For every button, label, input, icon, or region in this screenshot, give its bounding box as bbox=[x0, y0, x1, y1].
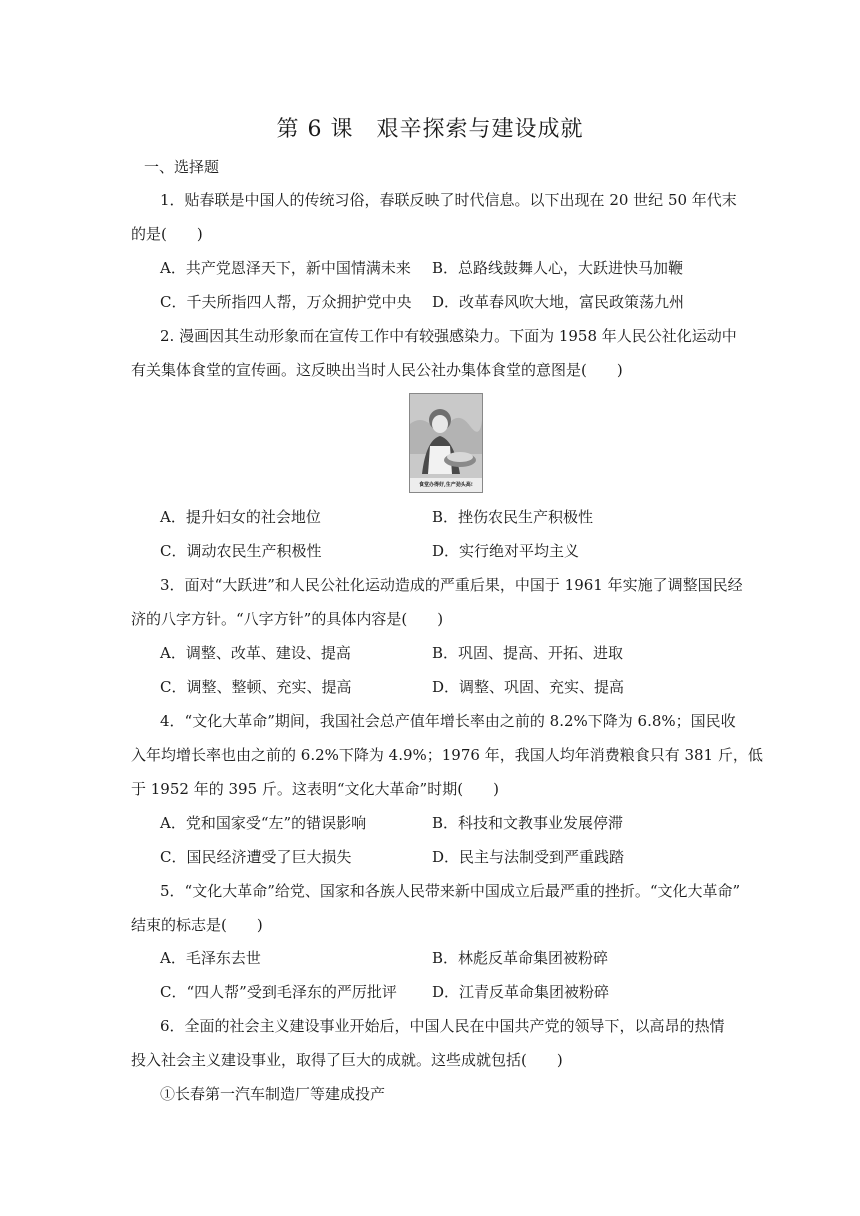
question-4-stem-line-1: 4．“文化大革命”期间，我国社会总产值年增长率由之前的 8.2%下降为 6.8%；国民收 bbox=[160, 712, 736, 730]
poster-illustration bbox=[410, 394, 482, 492]
question-2-stem-line-2: 有关集体食堂的宣传画。这反映出当时人民公社办集体食堂的意图是( ) bbox=[131, 361, 623, 379]
question-3-option-d: D．调整、巩固、充实、提高 bbox=[432, 678, 625, 696]
question-3-option-a: A．调整、改革、建设、提高 bbox=[160, 644, 351, 662]
question-3-option-b: B．巩固、提高、开拓、进取 bbox=[432, 644, 624, 662]
question-6-stem-line-2: 投入社会主义建设事业，取得了巨大的成就。这些成就包括( ) bbox=[131, 1051, 563, 1069]
question-1-option-b: B．总路线鼓舞人心，大跃进快马加鞭 bbox=[432, 259, 684, 277]
poster-caption: 食堂办得好,生产劲头高! bbox=[419, 482, 473, 488]
question-5-option-b: B．林彪反革命集团被粉碎 bbox=[432, 949, 609, 967]
question-1-option-c: C．千夫所指四人帮，万众拥护党中央 bbox=[160, 293, 412, 311]
question-6-item-1: ①长春第一汽车制造厂等建成投产 bbox=[160, 1085, 386, 1103]
question-4-option-c: C．国民经济遭受了巨大损失 bbox=[160, 848, 352, 866]
question-1-stem-line-1: 1．贴春联是中国人的传统习俗，春联反映了时代信息。以下出现在 20 世纪 50 年代末 bbox=[160, 191, 737, 209]
question-2-option-a: A．提升妇女的社会地位 bbox=[160, 508, 321, 526]
question-3-option-c: C．调整、整顿、充实、提高 bbox=[160, 678, 352, 696]
question-4-option-d: D．民主与法制受到严重践踏 bbox=[432, 848, 625, 866]
question-5-stem-line-1: 5．“文化大革命”给党、国家和各族人民带来新中国成立后最严重的挫折。“文化大革命” bbox=[160, 882, 741, 900]
lesson-title: 第 6 课 艰辛探索与建设成就 bbox=[276, 117, 584, 142]
canteen-propaganda-poster bbox=[409, 393, 483, 493]
question-1-option-a: A．共产党恩泽天下，新中国情满未来 bbox=[160, 259, 411, 277]
question-6-stem-line-1: 6．全面的社会主义建设事业开始后，中国人民在中国共产党的领导下，以高昂的热情 bbox=[160, 1017, 725, 1035]
question-1-stem-line-2: 的是( ) bbox=[131, 225, 203, 243]
question-2-option-d: D．实行绝对平均主义 bbox=[432, 542, 580, 560]
question-4-option-a: A．党和国家受“左”的错误影响 bbox=[160, 814, 367, 832]
question-2-stem-line-1: 2. 漫画因其生动形象而在宣传工作中有较强感染力。下面为 1958 年人民公社化运动中 bbox=[160, 327, 737, 345]
question-5-option-c: C．“四人帮”受到毛泽东的严厉批评 bbox=[160, 983, 397, 1001]
question-3-stem-line-1: 3．面对“大跃进”和人民公社化运动造成的严重后果，中国于 1961 年实施了调整国民经 bbox=[160, 576, 743, 594]
question-2-option-b: B．挫伤农民生产积极性 bbox=[432, 508, 594, 526]
question-5-option-d: D．江青反革命集团被粉碎 bbox=[432, 983, 610, 1001]
question-4-stem-line-2: 入年均增长率也由之前的 6.2%下降为 4.9%；1976 年，我国人均年消费粮食只有 381 斤，低 bbox=[131, 746, 763, 764]
question-1-option-d: D．改革春风吹大地，富民政策荡九州 bbox=[432, 293, 685, 311]
question-2-option-c: C．调动农民生产积极性 bbox=[160, 542, 322, 560]
section-heading: 一、选择题 bbox=[144, 158, 220, 176]
question-4-stem-line-3: 于 1952 年的 395 斤。这表明“文化大革命”时期( ) bbox=[131, 780, 499, 798]
question-5-option-a: A．毛泽东去世 bbox=[160, 949, 261, 967]
question-5-stem-line-2: 结束的标志是( ) bbox=[131, 916, 263, 934]
question-3-stem-line-2: 济的八字方针。“八字方针”的具体内容是( ) bbox=[131, 610, 444, 628]
question-4-option-b: B．科技和文教事业发展停滞 bbox=[432, 814, 624, 832]
